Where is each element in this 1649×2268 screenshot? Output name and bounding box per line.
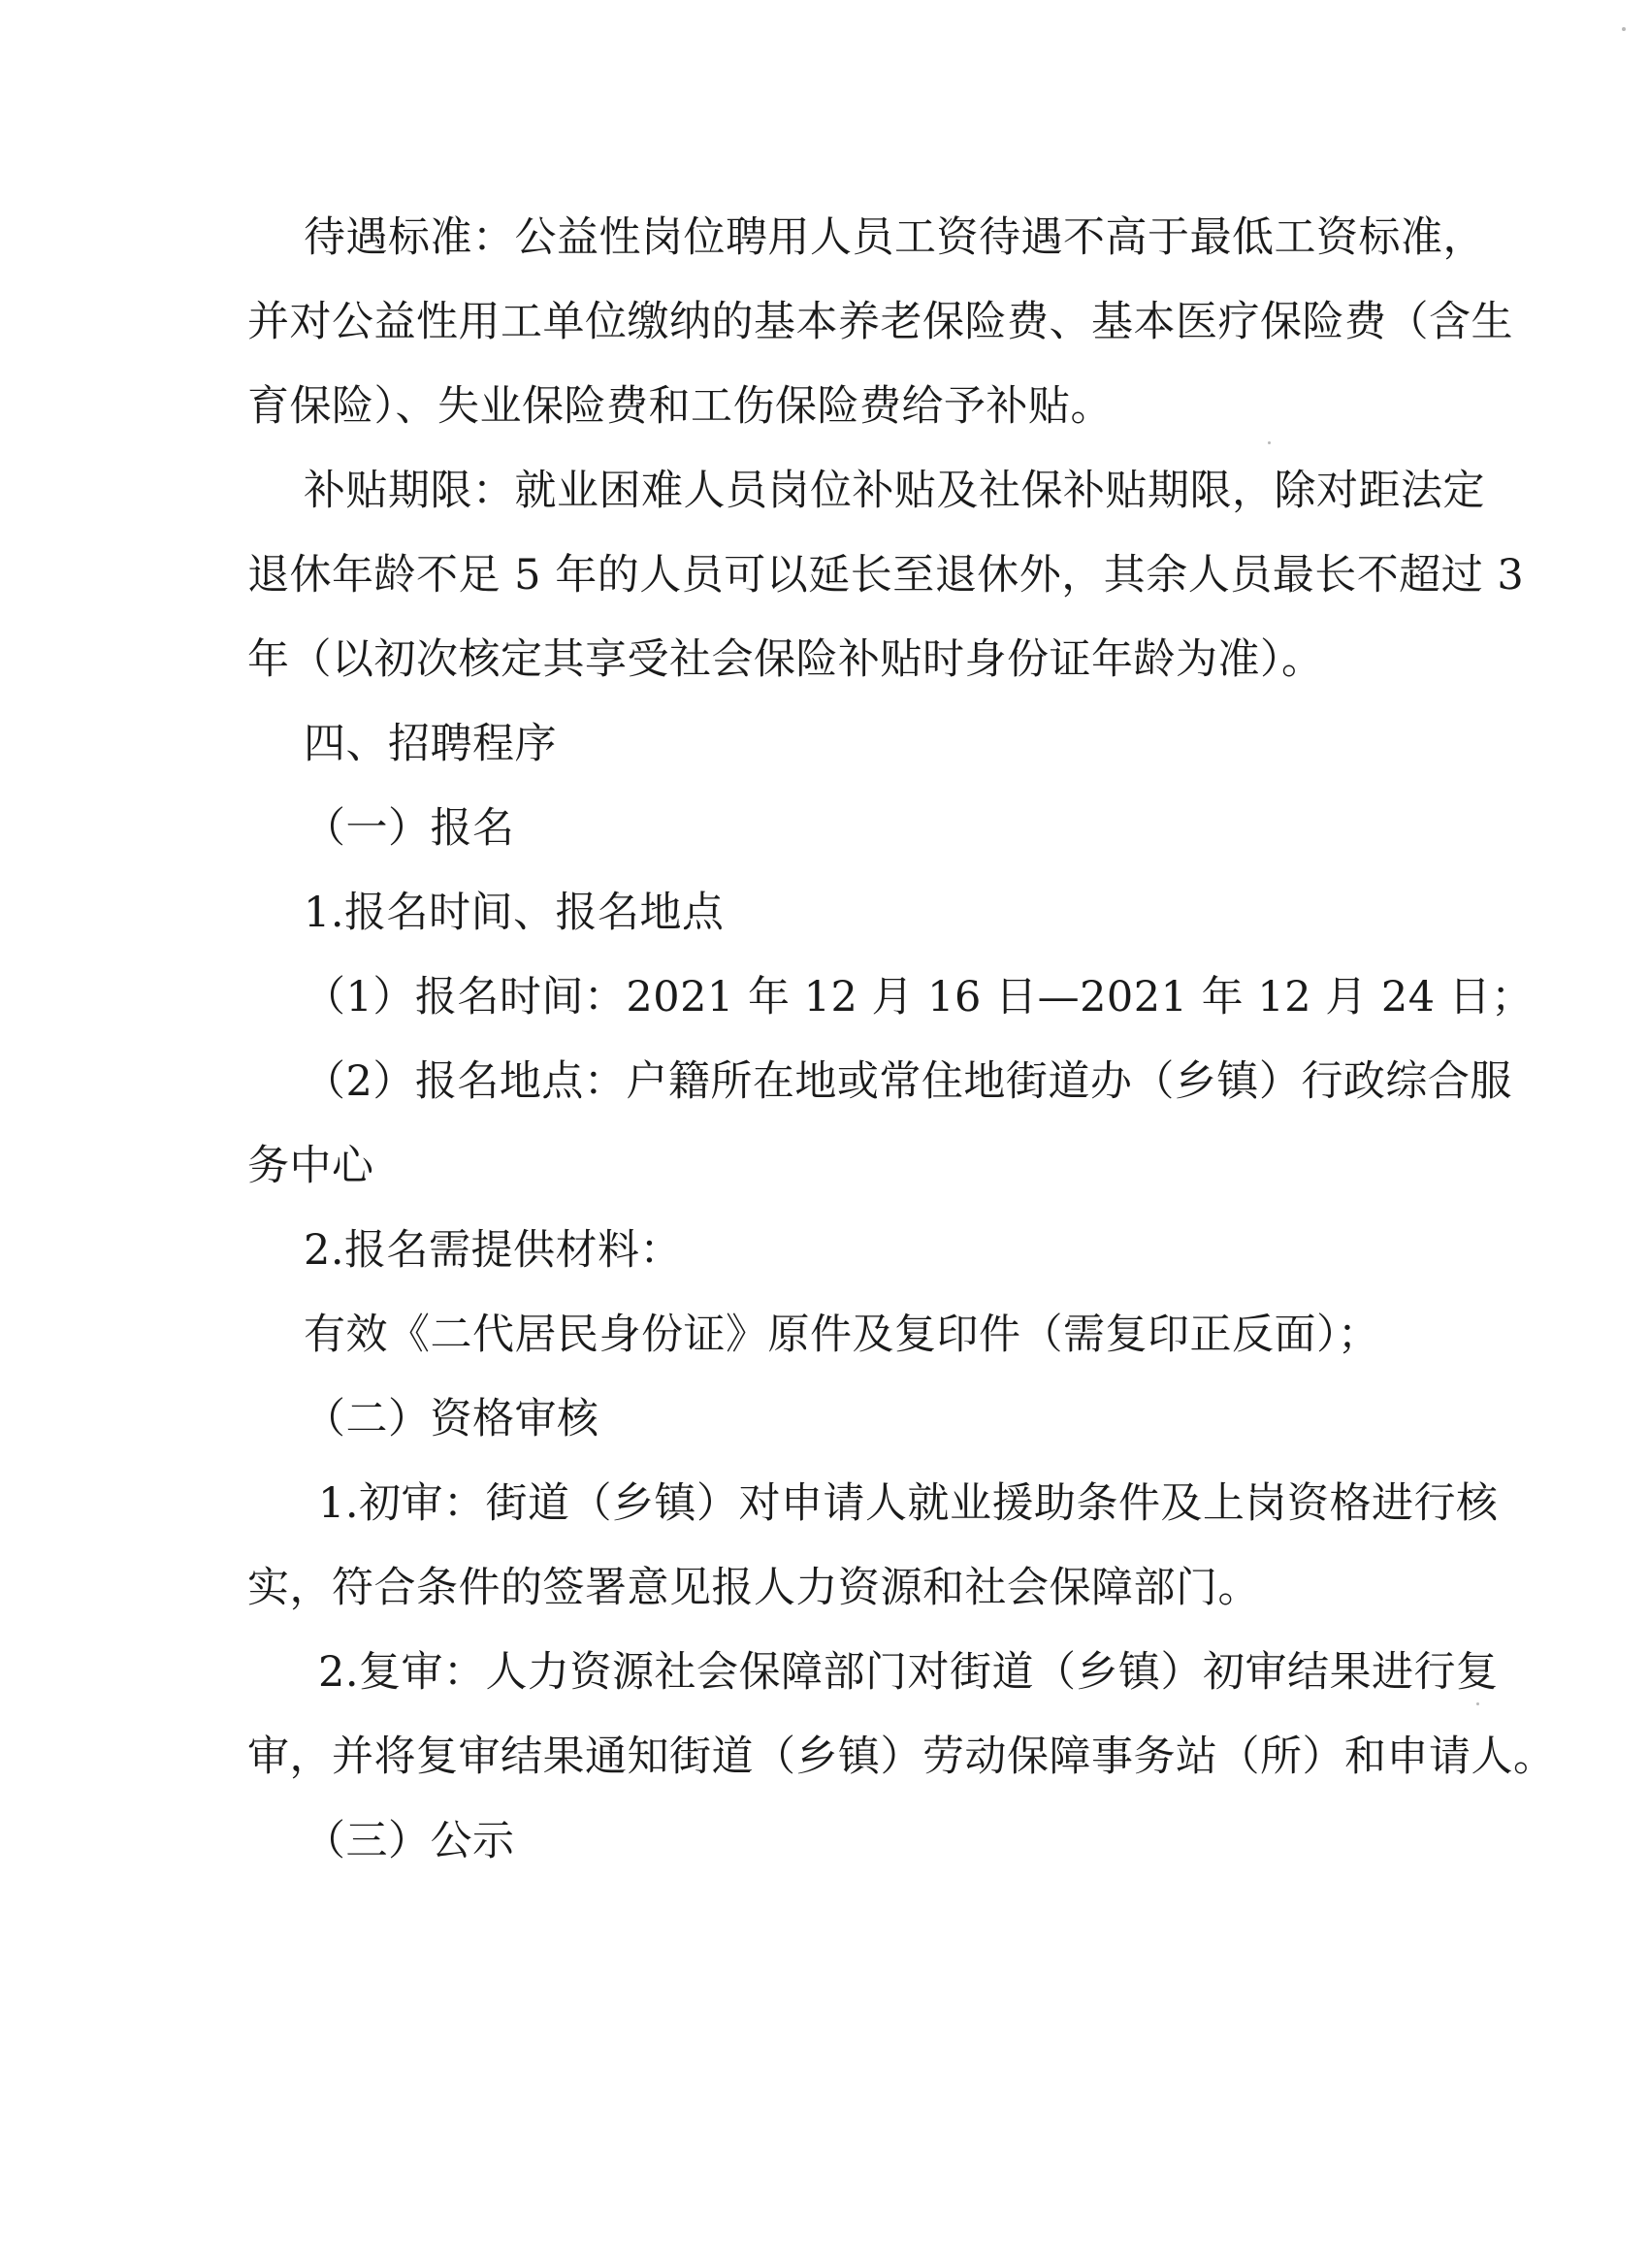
paragraph-treatment-line-1: 待遇标准：公益性岗位聘用人员工资待遇不高于最低工资标准， <box>304 213 1485 262</box>
scan-speck <box>1476 1702 1479 1705</box>
item-initial-review-line-2: 实，符合条件的签署意见报人力资源和社会保障部门。 <box>247 1564 1260 1612</box>
item-registration-place-line-2: 务中心 <box>247 1142 374 1190</box>
item-registration-time: （1）报名时间：2021 年 12 月 16 日—2021 年 12 月 24 日； <box>304 973 1534 1021</box>
subheading-registration: （一）报名 <box>304 804 515 853</box>
item-registration-time-place: 1.报名时间、报名地点 <box>304 889 725 937</box>
scan-speck <box>1622 27 1626 31</box>
item-second-review-line-2: 审，并将复审结果通知街道（乡镇）劳动保障事务站（所）和申请人。 <box>247 1733 1556 1781</box>
item-second-review-line-1: 2.复审：人力资源社会保障部门对街道（乡镇）初审结果进行复 <box>318 1648 1499 1697</box>
subheading-qualification-review: （二）资格审核 <box>304 1395 599 1443</box>
item-registration-materials: 2.报名需提供材料： <box>304 1226 683 1275</box>
paragraph-treatment-line-3: 育保险）、失业保险费和工伤保险费给予补贴。 <box>247 382 1113 431</box>
subheading-public-notice: （三）公示 <box>304 1817 515 1865</box>
paragraph-treatment-line-2: 并对公益性用工单位缴纳的基本养老保险费、基本医疗保险费（含生 <box>247 298 1513 346</box>
item-initial-review-line-1: 1.初审：街道（乡镇）对申请人就业援助条件及上岗资格进行核 <box>318 1479 1499 1528</box>
paragraph-subsidy-line-3: 年（以初次核定其享受社会保险补贴时身份证年龄为准）。 <box>247 635 1324 684</box>
paragraph-subsidy-line-2: 退休年龄不足 5 年的人员可以延长至退休外，其余人员最长不超过 3 <box>247 551 1525 599</box>
section-heading-recruitment-procedure: 四、招聘程序 <box>304 720 557 768</box>
item-registration-place-line-1: （2）报名地点：户籍所在地或常住地街道办（乡镇）行政综合服 <box>304 1057 1512 1106</box>
item-id-card-requirement: 有效《二代居民身份证》原件及复印件（需复印正反面）； <box>304 1311 1380 1359</box>
paragraph-subsidy-line-1: 补贴期限：就业困难人员岗位补贴及社保补贴期限，除对距法定 <box>304 467 1485 515</box>
scan-speck <box>1268 441 1271 444</box>
